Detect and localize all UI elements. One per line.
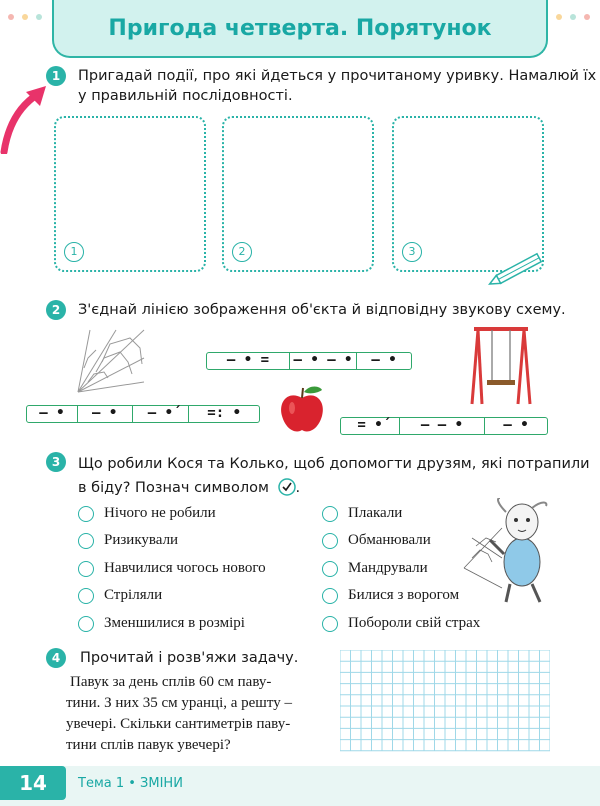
page-title: Пригода четверта. Порятунок: [108, 16, 492, 41]
option-right-3-checkbox[interactable]: [322, 561, 338, 577]
option-right-2-checkbox[interactable]: [322, 533, 338, 549]
task-3-line-2: в біду? Познач символом: [78, 480, 269, 496]
problem-line-2: тини. З них 35 см уранці, а решту –: [66, 695, 292, 711]
sound-scheme-c: [340, 417, 548, 435]
scheme-c-cell-3: – •: [503, 417, 529, 433]
scheme-c-cell-2: – – •: [400, 418, 485, 434]
option-left-2-label: Ризикували: [104, 532, 179, 548]
scheme-b-cell-3: – •́: [133, 406, 190, 422]
option-left-5-label: Зменшилися в розмірі: [104, 615, 245, 631]
problem-line-3: увечері. Скільки сантиметрів паву-: [66, 716, 291, 732]
task-1-badge: 1: [46, 66, 66, 86]
task-4-text: Прочитай і розв'яжи задачу.: [80, 650, 299, 666]
option-right-4-label: Билися з ворогом: [348, 587, 460, 603]
checkmark-circle-icon: [278, 478, 296, 496]
box-number: 3: [402, 242, 422, 262]
task-2-text: З'єднай лінією зображення об'єкта й відповідну звукову схему.: [78, 302, 566, 318]
pointer-arrow-icon: [0, 82, 52, 154]
option-right-5-checkbox[interactable]: [322, 616, 338, 632]
option-right-1-label: Плакали: [348, 505, 403, 521]
task-1-line-1: Пригадай події, про які йдеться у прочитаному уривку. Намалюй їх: [78, 68, 597, 84]
scheme-c-cell-1: = •́: [341, 418, 400, 434]
option-left-3-checkbox[interactable]: [78, 561, 94, 577]
problem-line-4: тини сплів павук увечері?: [66, 737, 231, 753]
scheme-a-cell-2: – • – •: [290, 353, 357, 369]
task-1-text: [78, 66, 596, 106]
swing-icon: [470, 324, 532, 406]
scheme-b-cell-4: =: •: [207, 405, 241, 421]
option-right-1-checkbox[interactable]: [322, 506, 338, 522]
option-left-5-checkbox[interactable]: [78, 616, 94, 632]
task-4-badge: 4: [46, 648, 66, 668]
option-left-2-checkbox[interactable]: [78, 533, 94, 549]
scheme-b-cell-1: – •: [27, 406, 78, 422]
task-1-line-2: у правильній послідовності.: [78, 88, 293, 104]
apple-icon: [278, 384, 326, 436]
option-left-4-checkbox[interactable]: [78, 588, 94, 604]
box-number: 2: [232, 242, 252, 262]
spiderweb-icon: [76, 328, 146, 394]
option-right-2-label: Обманювали: [348, 532, 431, 548]
drawing-box-3[interactable]: [392, 116, 544, 272]
option-right-3-label: Мандрували: [348, 560, 428, 576]
option-left-4-label: Стріляли: [104, 587, 163, 603]
task-3-badge: 3: [46, 452, 66, 472]
task-3-line-1: Що робили Кося та Колько, щоб допомогти друзям, які потрапили: [78, 456, 590, 472]
problem-line-1: Павук за день сплів 60 см паву-: [70, 674, 272, 690]
option-left-1-label: Нічого не робили: [104, 505, 216, 521]
option-right-5-label: Побороли свій страх: [348, 615, 481, 631]
task-3-text: Що робили Кося та Колько, щоб допомогти друзям, які потрапили в біду? Познач символом .: [78, 452, 590, 500]
option-right-4-checkbox[interactable]: [322, 588, 338, 604]
scheme-a-cell-1: – • =: [207, 353, 290, 369]
title-banner: [52, 0, 548, 58]
option-left-3-label: Навчилися чогось нового: [104, 560, 266, 576]
page-number: 14: [0, 766, 66, 800]
word-problem: [66, 672, 318, 756]
scheme-b-cell-2: – •: [78, 406, 133, 422]
option-left-1-checkbox[interactable]: [78, 506, 94, 522]
answer-grid[interactable]: [340, 650, 550, 752]
drawing-box-2[interactable]: [222, 116, 374, 272]
pencil-icon: [486, 252, 552, 286]
sound-scheme-b: [26, 405, 260, 423]
sound-scheme-a: [206, 352, 412, 370]
box-number: 1: [64, 242, 84, 262]
drawing-box-1[interactable]: [54, 116, 206, 272]
goat-character-icon: [462, 498, 562, 604]
task-2-badge: 2: [46, 300, 66, 320]
footer-topic: Тема 1 • ЗМІНИ: [78, 776, 183, 791]
scheme-a-cell-3: – •: [371, 352, 397, 368]
